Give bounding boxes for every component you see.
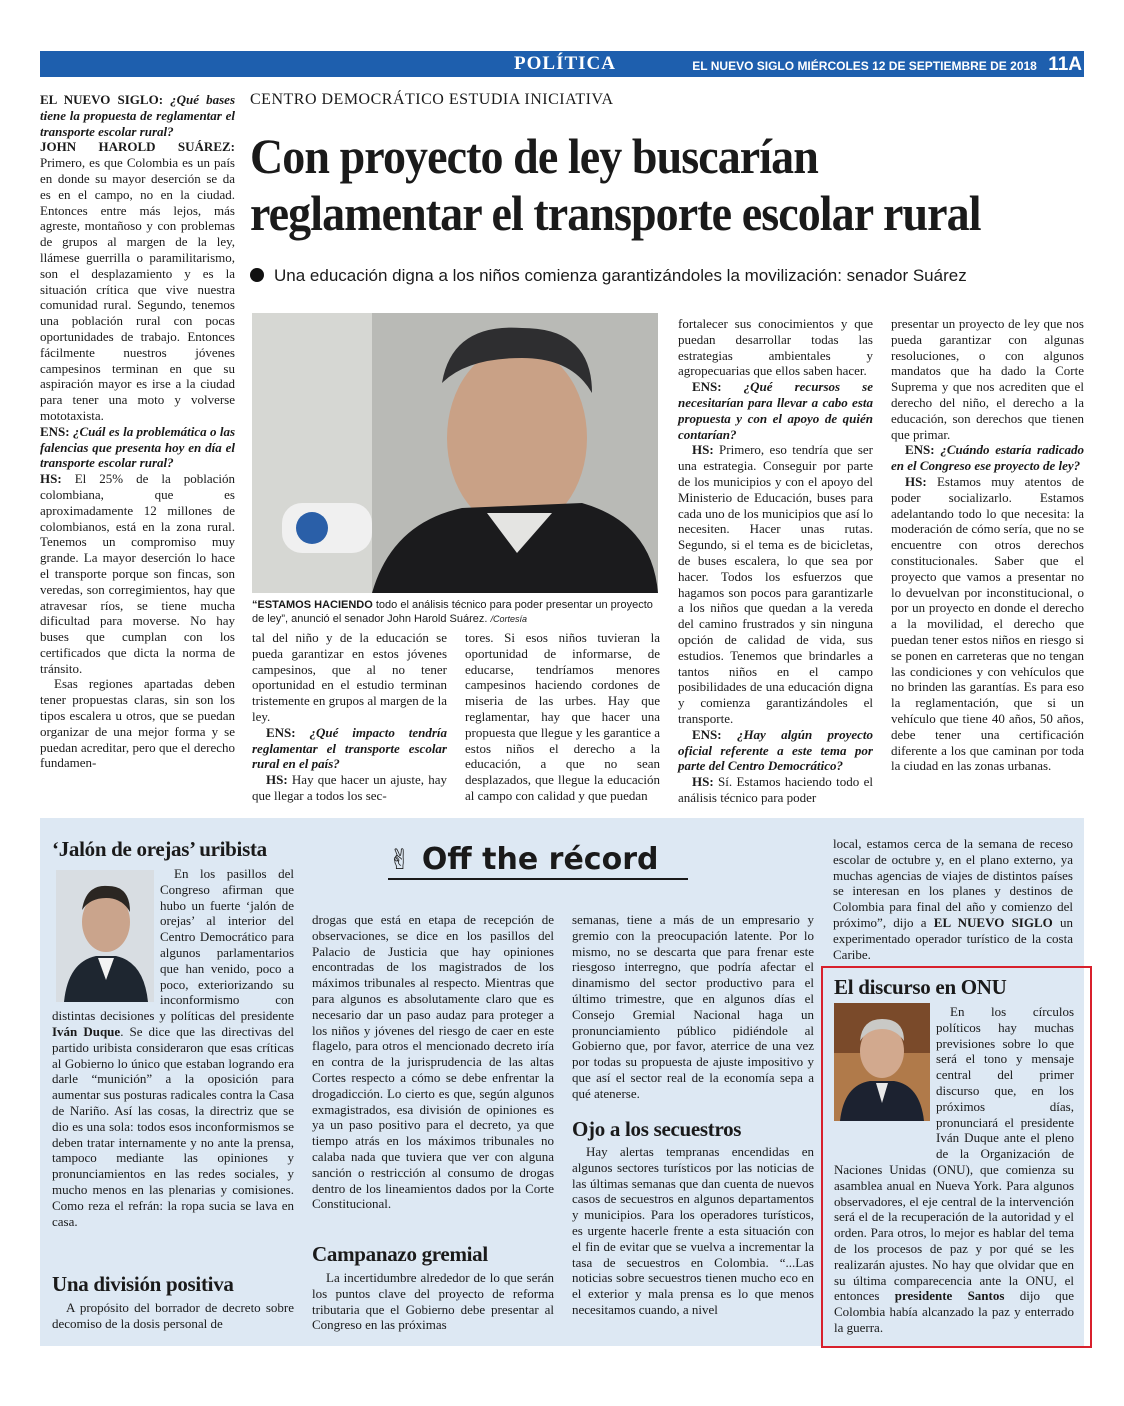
headline-line-1: Con proyecto de ley buscarían bbox=[250, 128, 818, 184]
deck bbox=[250, 266, 967, 286]
bold-name: Iván Duque bbox=[52, 1023, 121, 1039]
senator-photo bbox=[252, 313, 658, 593]
a-lead: JOHN HAROLD SUÁREZ: bbox=[40, 139, 235, 155]
item-title-secuestros: Ojo a los secuestros bbox=[572, 1117, 742, 1141]
article-column-2 bbox=[252, 630, 447, 804]
paragraph: semanas, tiene a más de un empresario y gremio con la preocupación latente. Por lo mismo, no se descarta que para frenar este riesgoso interregno, que podría afectar el dinamismo del sector productivo para el último trimestre, que en algunos días el Consejo Gremial Nacional haga un pronunciamiento público pidiéndole al Gobierno que, por favor, aterrice de una vez por todas su propuesta de ajuste impositivo y que así el sector real de la economía sepa a qué atenerse. bbox=[572, 912, 814, 1101]
paragraph: local, estamos cerca de la semana de receso escolar de octubre y, en el plano externo, ya muchas agencias de viajes de distintos países se interesan en los planes y destinos de Colombia para final del año y comienzo del próximo”, dijo a bbox=[833, 836, 1073, 930]
float-spacer bbox=[52, 866, 160, 1001]
paragraph: Esas regiones apartadas deben tener propuestas claras, sin son los tipos escalera u otros, que se puedan organizar de una mejor forma y se puedan acreditar, pero que el derecho fundamen- bbox=[40, 676, 235, 771]
page-number: 11A bbox=[1048, 54, 1082, 75]
q-lead: ENS: bbox=[905, 442, 935, 458]
answer: Primero, eso tendría que ser una estrategia. Conseguir por parte de los municipios y con el apoyo del Ministerio de Educación, buses para cada uno de los municipios que así lo necesiten. Hacer unas rutas. Segundo, si el tema es de bicicletas, de buses escalera, lo que sea por hacer. Todos los esfuerzos que hagamos son pocos para garantizarle a los niños que quedan a la vereda del camino frustrados y sin ninguna opción de calidad de vida, sus estudios. Tenemos que brindarles a tantos niños en el campo posibilidades de una educación digna y comienza garantizándoles el transporte. bbox=[678, 442, 874, 726]
article-column-1 bbox=[40, 92, 235, 771]
answer: Hay que hacer un ajuste, hay que llegar a todos los sec- bbox=[252, 772, 447, 803]
off-the-record-title bbox=[388, 842, 688, 877]
q-lead: ENS: bbox=[692, 726, 722, 742]
photo-caption bbox=[252, 598, 660, 626]
caption-text: todo el análisis técnico para poder presentar un proyecto de ley”, anunció el senador John Harold Suárez. bbox=[252, 599, 653, 625]
paragraph: La incertidumbre alrededor de lo que serán los puntos clave del proyecto de reforma tributaria que el Gobierno debe presentar al Congreso en las próximas bbox=[312, 1270, 554, 1333]
q-lead: ENS: bbox=[40, 423, 70, 439]
paragraph: presentar un proyecto de ley que nos pueda garantizar con algunas resoluciones, o con algunos mandatos que ha dado la Corte Suprema y que nos acrediten que el derecho del niño, el derecho a la educación, son derechos que tienen que primar. bbox=[891, 316, 1084, 442]
q-lead: ENS: bbox=[266, 724, 296, 740]
title-rule bbox=[388, 878, 688, 880]
answer: Estamos muy atentos de poder socializarlo. Estamos adelantando todo lo que necesita: la moderación de cómo sería, que no se encuentre con otros derechos constitucionales. Saber que el proyecto que vamos a presentar no lo devuelvan por inconstitucional, o por un proyecto en donde el derecho a la movilidad, el derecho que puedan tener estos niños en riesgo si se ponen en carreteras que no tengan las condiciones y con vehículos que no brinden las garantías. Es para eso la reglamentación, que si un vehículo que tiene 40 años, 50 años, debe tener una certificación diferente a los que caminan por toda la ciudad en las zonas urbanas. bbox=[891, 473, 1084, 774]
question: ¿Hay algún proyecto oficial referente a este tema por parte del Centro Democrático? bbox=[678, 726, 873, 774]
item-body-campanazo-cont bbox=[572, 912, 814, 1102]
item-body-campanazo-start bbox=[312, 1270, 554, 1333]
item-body-secuestros-cont bbox=[833, 836, 1073, 962]
a-lead: HS: bbox=[40, 471, 62, 487]
senator-photo-illustration bbox=[252, 313, 658, 593]
paragraph: fortalecer sus conocimientos y que puedan desarrollar todas las estrategias ambientales y agropecuarias que ellos saben hacer. bbox=[678, 316, 873, 379]
question: ¿Cuándo estaría radicado en el Congreso ese proyecto de ley? bbox=[891, 442, 1085, 474]
item-body-jalon bbox=[52, 866, 294, 1229]
article-column-4 bbox=[678, 316, 873, 806]
section-name: POLÍTICA bbox=[470, 53, 660, 75]
paragraph-end: un experimentado operador turístico de la costa Caribe. bbox=[833, 914, 1074, 962]
paragraph-end: . Se dice que las directivas del partido uribista consideraron que esas críticas al Gobierno lo único que estaban logrando era darle “munición” a la oposición para aumentar sus posturas radicales contra la Casa de Nariño. Así las cosas, la directriz que se dio es una sola: todos esos inconformismos se deben tratar internamente y no ante la prensa, tampoco mediante las opiniones y pronunciamientos en las redes sociales, y mucho menos en las plenarias y comisiones. Como reza el refrán: la ropa sucia se lava en casa. bbox=[52, 1023, 294, 1229]
paragraph: En los pasillos del Congreso afirman que hubo un fuerte ‘jalón de orejas’ al interior del Centro Democrático para algunos parlamentarios que han venido, poco a poco, exteriorizando su inconformismo con distintas decisiones y políticas del presidente bbox=[52, 866, 294, 1024]
paragraph: tores. Si esos niños tuvieran la oportunidad de informarse, de educarse, tendríamos menores campesinos haciendo cordones de miseria de las urbes. Hay que reglamentar, hay que hacer una propuesta que llegue y les garantice a estos niños el derecho a la educación, a que no sean desplazados, que llegue la educación al campo con calidad y que puedan bbox=[465, 630, 660, 803]
item-body-division-cont bbox=[312, 912, 554, 1212]
paragraph: drogas que está en etapa de recepción de observaciones, se dice en los pasillos del Palacio de Justicia que hay opiniones encontradas de los magistrados de los máximos tribunales al respecto. Mientras que para algunos es absolutamente claro que es necesario dar un paso audaz para proteger a los niños y jóvenes del riesgo de caer en este flagelo, para otros el mencionado decreto iría en contra de la jurisprudencia de las altas Cortes respecto a cómo se debe enfrentar la drogadicción. Lo cierto es que, según algunos exmagistrados, esa división de opiniones es ya un paso positivo para el decreto, ya que tiempo atrás en los máximos tribunales no calaba nada que tuviera que ver con alguna sanción o restricción al consumo de drogas dentro de los lineamientos dados por la Corte Constitucional. bbox=[312, 912, 554, 1212]
victory-hand-icon: ✌ bbox=[388, 843, 412, 876]
bold-name: presidente Santos bbox=[894, 1288, 1005, 1304]
paragraph: En los círculos políticos hay muchas previsiones sobre lo que será el tono y mensaje central del primer discurso que, en los próximos días, pronunciará el presidente Iván Duque ante el pleno de la Organización de Naciones Unidas (ONU), que comienza su asamblea anual en Nueva York. Para algunos observadores, el eje central de la intervención será el de la recuperación de la autoridad y el orden. Para otros, lo mejor es hablar del tema de los procesos de paz y por qué se les realizarán ajustes. No hay que olvidar que en su última comparecencia ante la ONU, el entonces bbox=[834, 1004, 1074, 1304]
question: ¿Cuál es la problemática o las falencias que presenta hoy en día el transporte escolar rural? bbox=[40, 423, 236, 471]
folio bbox=[692, 54, 1082, 76]
headline-line-2: reglamentar el transporte escolar rural bbox=[250, 185, 981, 241]
answer: El 25% de la población colombiana, que es aproximadamente 12 millones de colombianos, está en la zona rural. Tenemos un compromiso muy grande. La mayor deserción lo hace el transporte porque son fincas, son veredas, son corregimientos, hay que atravesar ríos, se tiene mucha dificultad para moverse. No hay buses que cumplan con los certificados que dicta la norma de tránsito. bbox=[40, 471, 235, 676]
item-body-onu bbox=[834, 1004, 1074, 1336]
item-body-division-start bbox=[52, 1300, 294, 1332]
item-body-secuestros-start bbox=[572, 1144, 814, 1318]
item-title-onu: El discurso en ONU bbox=[834, 975, 1007, 999]
paper-name-bold: EL NUEVO SIGLO bbox=[933, 914, 1053, 930]
answer: Primero, es que Colombia es un país en donde su mayor deserción se da es en el campo, no en la ciudad. Entonces entre más lejos, más agreste, montañoso y con problemas de grupos al margen de la ley, llámese guerrilla o paramilitarismo, son el desplazamiento y es la situación crítica que vive nuestra comunidad rural. Segundo, tenemos una población rural con pocas oportunidades de trabajo. Entonces fácilmente nuestros jóvenes campesinos terminan en que su aspiración mayor es irse a la ciudad para tener una moto y volverse mototaxista. bbox=[40, 155, 235, 423]
paragraph: A propósito del borrador de decreto sobre decomiso de la dosis personal de bbox=[52, 1300, 294, 1331]
headline bbox=[250, 128, 1023, 242]
section-title: Off the récord bbox=[421, 842, 659, 877]
q-lead: EL NUEVO SIGLO: bbox=[40, 92, 164, 107]
float-spacer bbox=[834, 1004, 936, 1154]
question: ¿Qué bases tiene la propuesta de reglamentar el transporte escolar rural? bbox=[40, 92, 236, 139]
paragraph-end: dijo que Colombia había alcanzado la paz y enterrado la guerra. bbox=[834, 1288, 1074, 1335]
paragraph: Hay alertas tempranas encendidas en algunos sectores turísticos por las noticias de las últimas semanas que dan cuenta de nuevos casos de secuestros en algunos departamentos y municipios. Para los operadores turísticos, es urgente hacerle frente a esta situación con el fin de evitar que se vuelva a incrementar la tasa de secuestros en Colombia. “...Las noticias sobre secuestros tienen mucho eco en el exterior y mala prensa es lo que menos necesitamos cuando, a nivel bbox=[572, 1144, 814, 1317]
item-title-campanazo: Campanazo gremial bbox=[312, 1242, 488, 1266]
paper-name: EL NUEVO SIGLO bbox=[692, 59, 795, 73]
a-lead: HS: bbox=[905, 473, 927, 489]
item-title-division: Una división positiva bbox=[52, 1272, 234, 1296]
article-column-3 bbox=[465, 630, 660, 804]
a-lead: HS: bbox=[692, 774, 714, 790]
answer: Sí. Estamos haciendo todo el análisis técnico para poder bbox=[678, 774, 874, 805]
a-lead: HS: bbox=[692, 442, 714, 458]
paragraph: tal del niño y de la educación se pueda garantizar en estos jóvenes campesinos, que al no tener oportunidad en el estudio terminan tristemente en grupos al margen de la ley. bbox=[252, 630, 447, 724]
question: ¿Qué impacto tendría reglamentar el transporte escolar rural en el país? bbox=[252, 724, 448, 772]
deck-text: Una educación digna a los niños comienza garantizándoles la movilización: senador Suárez bbox=[274, 266, 967, 285]
issue-date: MIÉRCOLES 12 DE SEPTIEMBRE DE 2018 bbox=[797, 59, 1037, 73]
question: ¿Qué recursos se necesitarían para llevar a cabo esta propuesta y con el apoyo de quién contarían? bbox=[678, 379, 873, 442]
item-title-jalon: ‘Jalón de orejas’ uribista bbox=[52, 837, 267, 861]
article-column-5 bbox=[891, 316, 1084, 774]
a-lead: HS: bbox=[266, 772, 288, 788]
photo-credit: /Cortesía bbox=[490, 614, 527, 624]
q-lead: ENS: bbox=[692, 379, 722, 395]
bullet-icon bbox=[250, 268, 264, 282]
caption-lead: “ESTAMOS HACIENDO bbox=[252, 599, 373, 611]
kicker: CENTRO DEMOCRÁTICO ESTUDIA INICIATIVA bbox=[250, 91, 614, 108]
